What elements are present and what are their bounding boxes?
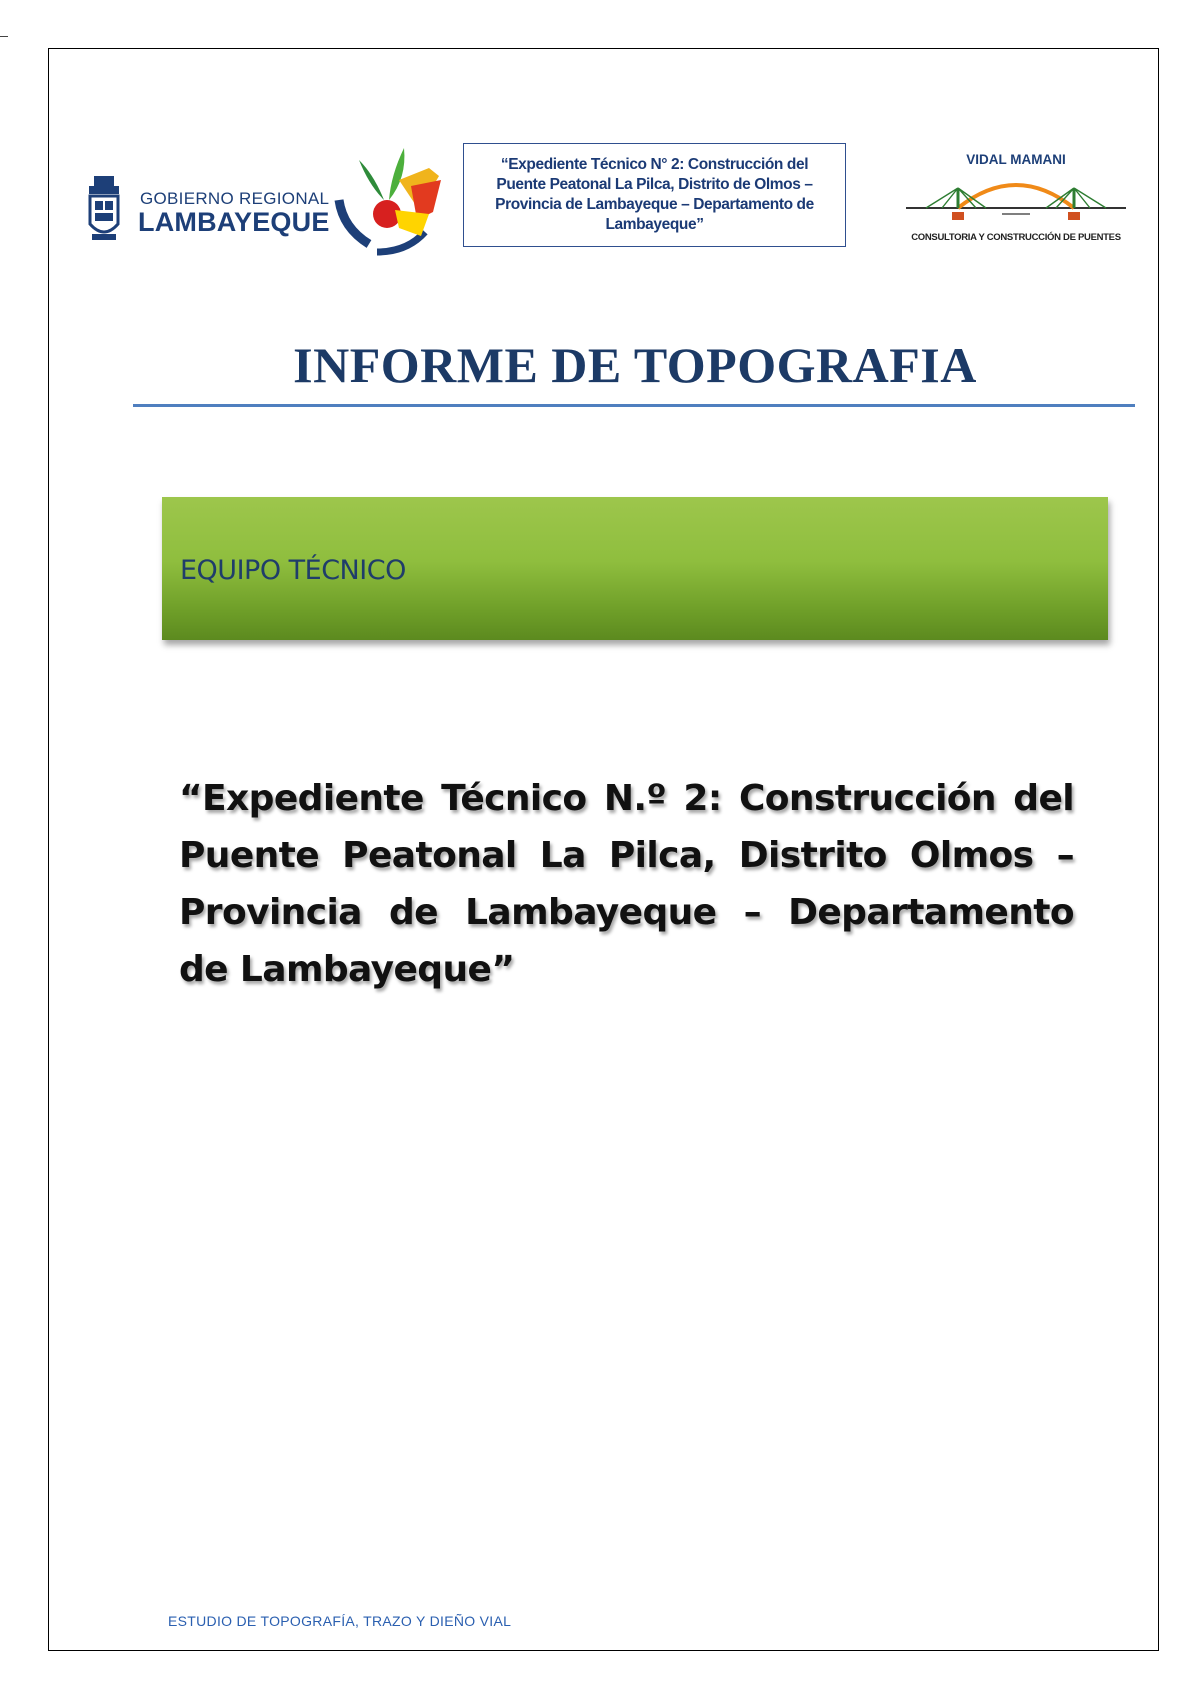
gobierno-regional-logo xyxy=(86,170,330,250)
corner-mark xyxy=(0,36,8,37)
project-header-box xyxy=(463,143,846,247)
project-title: “Expediente Técnico N.º 2: Construcción del Puente Peatonal La Pilca, Distrito Olmos – Provincia de Lambayeque – Departamento de Lambayeque” xyxy=(179,778,1074,990)
vidal-mamani-title: VIDAL MAMANI xyxy=(966,152,1066,167)
title-underline xyxy=(133,404,1135,407)
gobierno-regional-label: GOBIERNO REGIONAL xyxy=(140,189,330,208)
vidal-mamani-logo xyxy=(898,148,1134,248)
olmos-tinajones-emblem xyxy=(329,140,447,258)
lambayeque-label: LAMBAYEQUE xyxy=(138,207,330,237)
footer-text: ESTUDIO DE TOPOGRAFÍA, TRAZO Y DIEÑO VIAL xyxy=(168,1613,512,1629)
document-title: INFORME DE TOPOGRAFIA xyxy=(293,337,977,393)
bridge-icon xyxy=(906,168,1126,230)
olmos-tinajones-logo xyxy=(329,140,447,258)
project-header-text: “Expediente Técnico N° 2: Construcción del Puente Peatonal La Pilca, Distrito de Olmos – Provincia de Lambayeque – Departamento de Lambayeque” xyxy=(495,156,814,233)
equipo-tecnico-banner xyxy=(162,497,1108,640)
equipo-tecnico-label: EQUIPO TÉCNICO xyxy=(180,555,406,586)
coat-of-arms-icon xyxy=(86,174,122,246)
vidal-mamani-subtitle: CONSULTORIA Y CONSTRUCCIÓN DE PUENTES xyxy=(911,232,1121,243)
